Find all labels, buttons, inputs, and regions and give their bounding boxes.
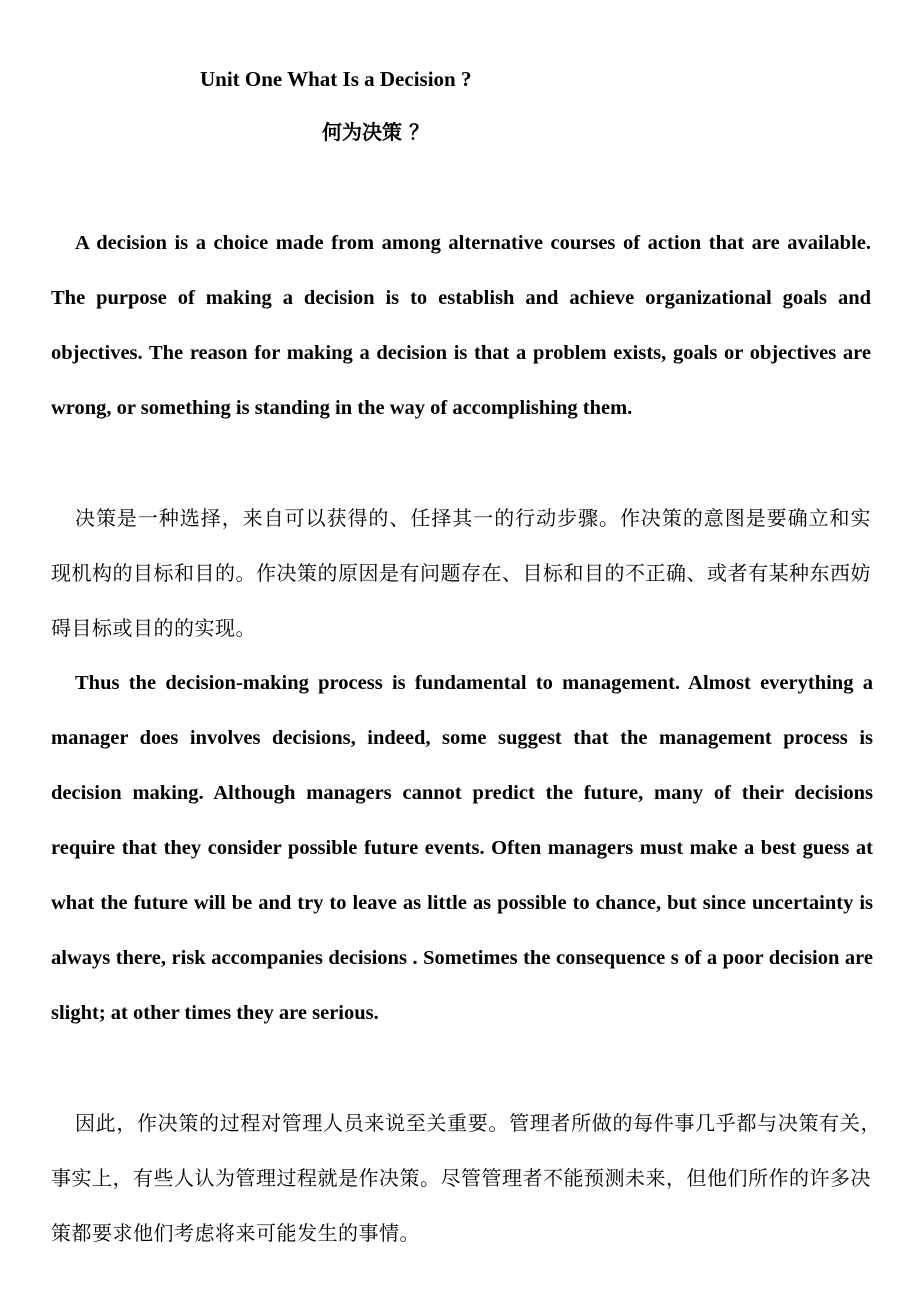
paragraph-chinese-definition: 决策是一种选择，来自可以获得的、任择其一的行动步骤。作决策的意图是要确立和实现机构的目标和目的。作决策的原因是有问题存在、目标和目的不正确、或者有某种东西妨碍目标或目的的实现。 xyxy=(51,506,871,640)
paragraph-chinese-process: 因此，作决策的过程对管理人员来说至关重要。管理者所做的每件事几乎都与决策有关， 事实上，有些人认为管理过程就是作决策。尽管管理者不能预测未来，但他们所作的许多决策都要求他们考虑将来可能发生的事情。 xyxy=(51,1111,912,1245)
paragraph-english-definition: A decision is a choice made from among alternative courses of action that are available. The purpose of making a decision is to establish and achieve organizational goals and objectives. The reason for making a decision is that a problem exists, goals or objectives are wrong, or something is standing in the way of accomplishing them. xyxy=(51,232,871,419)
paragraph-english-process: Thus the decision-making process is fundamental to management. Almost everything a manager does involves decisions, indeed, some suggest that the management process is decision making. Although managers cannot predict the future, many of their decisions require that they consider possible future events. Often managers must make a best guess at what the future will be and try to leave as little as possible to chance, but since uncertainty is always there, risk accompanies decisions . Sometimes the consequence s of a poor decision are slight; at other times they are serious. xyxy=(51,672,873,1024)
document-title: Unit One What Is a Decision ? xyxy=(200,67,472,91)
document-subtitle-chinese: 何为决策 ？ xyxy=(322,120,429,144)
